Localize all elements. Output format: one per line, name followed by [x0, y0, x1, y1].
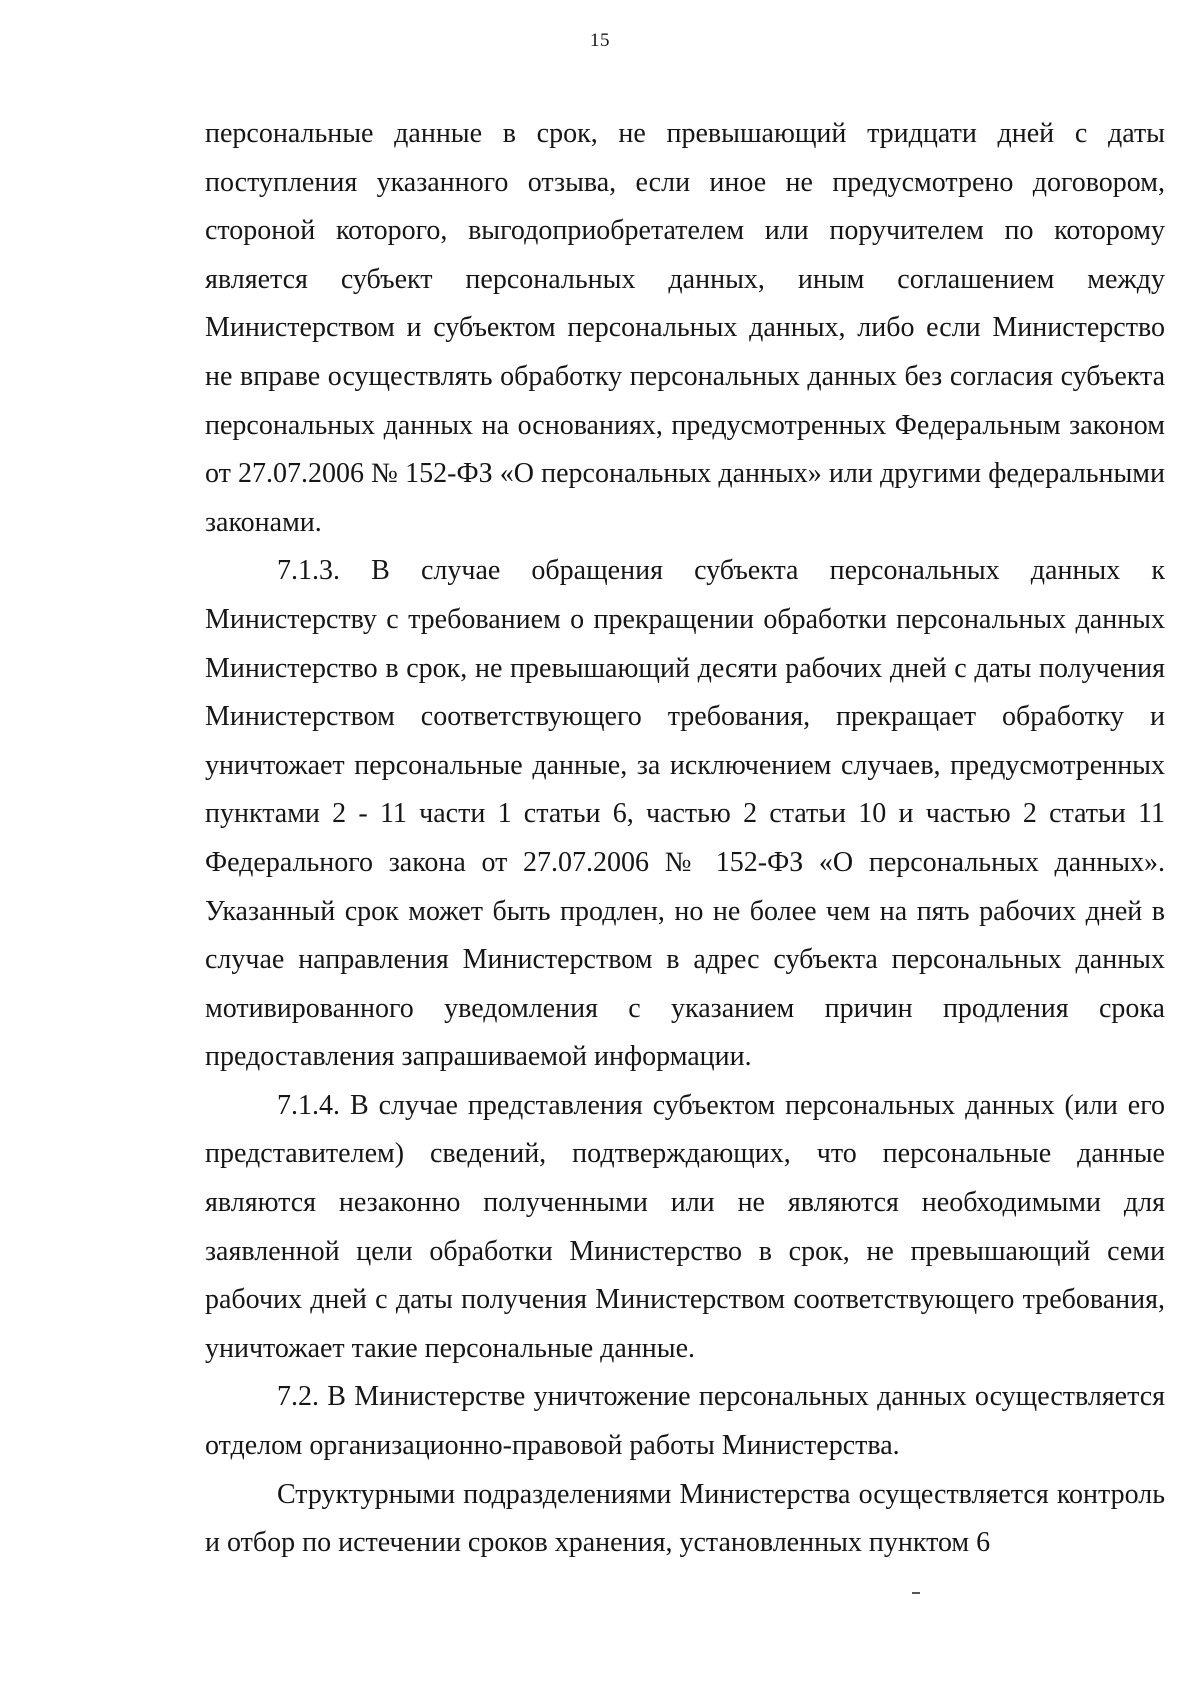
paragraph-7-2: 7.2. В Министерстве уничтожение персональных данных осуществляется отделом организационно-правовой работы Министерства. [205, 1381, 1165, 1462]
page-number: 15 [590, 30, 610, 51]
scan-artifact-mark [912, 1592, 920, 1594]
paragraph-structural-units: Структурными подразделениями Министерства осуществляется контроль и отбор по истечении сроков хранения, установленных пунктом 6 [205, 1478, 1165, 1559]
paragraph-7-1-4: 7.1.4. В случае представления субъектом персональных данных (или его представителем) сведений, подтверждающих, что персональные данные являются незаконно полученными или не являются необходимыми для заявленной цели обработки Министерство в срок, не превышающий семи рабочих дней с даты получения Министерством соответствующего требования, уничтожает такие персональные данные. [205, 1089, 1165, 1364]
paragraph-7-1-3: 7.1.3. В случае обращения субъекта персональных данных к Министерству с требованием о прекращении обработки персональных данных Министерство в срок, не превышающий десяти рабочих дней с даты получения Министерством соответствующего требования, прекращает обработку и уничтожает персональные данные, за исключением случаев, предусмотренных пунктами 2 - 11 части 1 статьи 6, частью 2 статьи 10 и частью 2 статьи 11 Федерального закона от 27.07.2006 № 152-ФЗ «О персональных данных». Указанный срок может быть продлен, но не более чем на пять рабочих дней в случае направления Министерством в адрес субъекта персональных данных мотивированного уведомления с указанием причин продления срока предоставления запрашиваемой информации. [205, 555, 1165, 1073]
paragraph-continuation: персональные данные в срок, не превышающий тридцати дней с даты поступления указанного отзыва, если иное не предусмотрено договором, стороной которого, выгодоприобретателем или поручителем по которому является субъект персональных данных, иным соглашением между Министерством и субъектом персональных данных, либо если Министерство не вправе осуществлять обработку персональных данных без согласия субъекта персональных данных на основаниях, предусмотренных Федеральным законом от 27.07.2006 № 152-ФЗ «О персональных данных» или другими федеральными законами. [205, 118, 1165, 538]
document-body [205, 110, 1165, 1568]
